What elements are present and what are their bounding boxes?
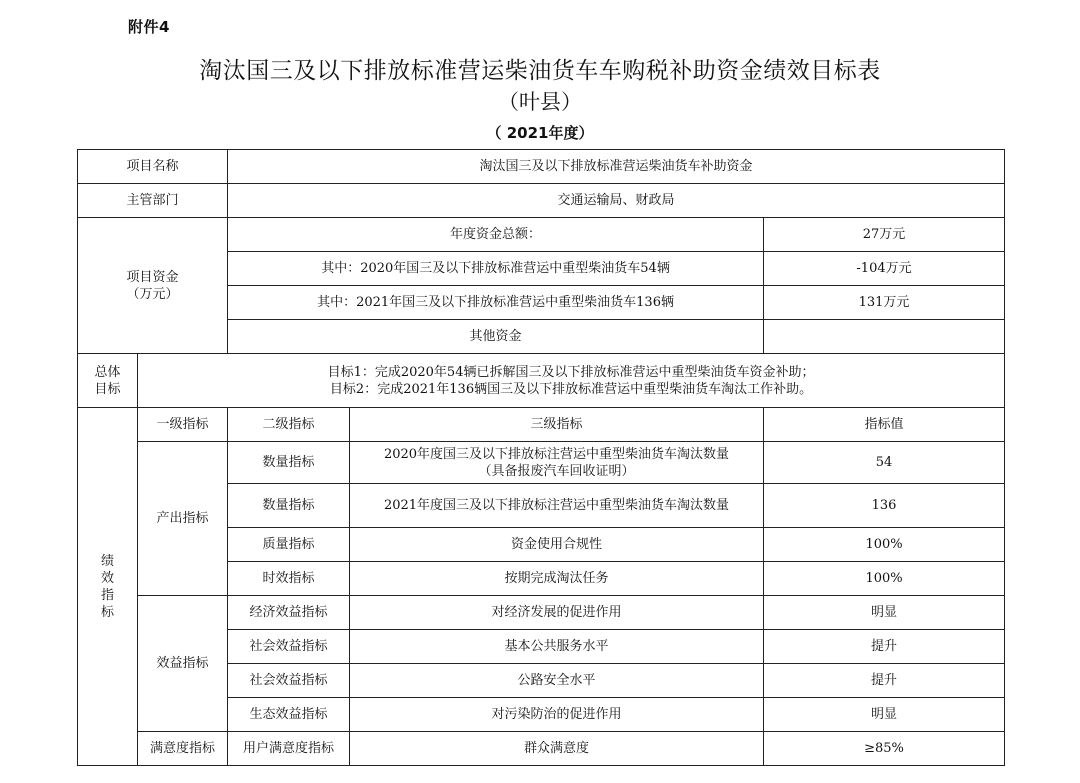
output-group-label: 产出指标 bbox=[138, 442, 228, 596]
goals-label-line1: 总体 bbox=[94, 364, 121, 380]
project-name-label: 项目名称 bbox=[78, 150, 228, 184]
goals-label-line2: 目标 bbox=[94, 381, 121, 397]
goals-content bbox=[138, 354, 1005, 408]
funds-total-value: 27万元 bbox=[764, 218, 1005, 252]
header-level1: 一级指标 bbox=[138, 408, 228, 442]
level3-cell: 对经济发展的促进作用 bbox=[350, 596, 764, 630]
level3-cell: 公路安全水平 bbox=[350, 664, 764, 698]
satisfaction-group-label: 满意度指标 bbox=[138, 732, 228, 766]
goal-1: 目标1：完成2020年54辆已拆解国三及以下排放标准营运中重型柴油货车资金补助； bbox=[327, 364, 815, 380]
header-level2: 二级指标 bbox=[228, 408, 350, 442]
value-cell: 明显 bbox=[764, 698, 1005, 732]
level2-cell: 用户满意度指标 bbox=[228, 732, 350, 766]
value-cell: 提升 bbox=[764, 664, 1005, 698]
funds-label-line1: 项目资金 bbox=[126, 269, 179, 285]
department-label: 主管部门 bbox=[78, 184, 228, 218]
funds-row bbox=[78, 218, 1005, 252]
level3-cell: 2021年度国三及以下排放标注营运中重型柴油货车淘汰数量 bbox=[350, 484, 764, 528]
level2-cell: 社会效益指标 bbox=[228, 630, 350, 664]
section-char: 绩 bbox=[100, 553, 114, 569]
attachment-label: 附件4 bbox=[128, 18, 170, 36]
funds-other-label: 其他资金 bbox=[228, 320, 764, 354]
level2-cell: 质量指标 bbox=[228, 528, 350, 562]
funds-total-label: 年度资金总额： bbox=[228, 218, 764, 252]
funds-other-value bbox=[764, 320, 1005, 354]
level3-line1: 2020年度国三及以下排放标注营运中重型柴油货车淘汰数量 bbox=[383, 446, 730, 462]
level3-cell: 资金使用合规性 bbox=[350, 528, 764, 562]
level2-cell: 数量指标 bbox=[228, 484, 350, 528]
value-cell: 100% bbox=[764, 562, 1005, 596]
benefit-group-label: 效益指标 bbox=[138, 596, 228, 732]
goal-2: 目标2：完成2021年136辆国三及以下排放标准营运中重型柴油货车淘汰工作补助。 bbox=[329, 381, 813, 397]
level2-cell: 数量指标 bbox=[228, 442, 350, 484]
department-row bbox=[78, 184, 1005, 218]
level3-cell bbox=[350, 442, 764, 484]
value-cell: 136 bbox=[764, 484, 1005, 528]
satisfaction-row bbox=[78, 732, 1005, 766]
funds-2021-label: 其中：2021年国三及以下排放标准营运中重型柴油货车136辆 bbox=[228, 286, 764, 320]
funds-2021-value: 131万元 bbox=[764, 286, 1005, 320]
value-cell: 100% bbox=[764, 528, 1005, 562]
level2-cell: 生态效益指标 bbox=[228, 698, 350, 732]
indicator-header-row bbox=[78, 408, 1005, 442]
funds-label-line2: （万元） bbox=[126, 286, 179, 302]
page-title: 淘汰国三及以下排放标准营运柴油货车车购税补助资金绩效目标表 bbox=[199, 58, 881, 84]
level3-line2: （具备报废汽车回收证明） bbox=[478, 463, 635, 479]
section-char: 标 bbox=[100, 604, 114, 620]
funds-2020-label: 其中：2020年国三及以下排放标准营运中重型柴油货车54辆 bbox=[228, 252, 764, 286]
level2-cell: 经济效益指标 bbox=[228, 596, 350, 630]
goals-label bbox=[78, 354, 138, 408]
value-cell: 54 bbox=[764, 442, 1005, 484]
value-cell: 明显 bbox=[764, 596, 1005, 630]
funds-2020-value: -104万元 bbox=[764, 252, 1005, 286]
level3-cell: 对污染防治的促进作用 bbox=[350, 698, 764, 732]
header-value: 指标值 bbox=[764, 408, 1005, 442]
indicator-row bbox=[78, 596, 1005, 630]
goals-row bbox=[78, 354, 1005, 408]
department-value: 交通运输局、财政局 bbox=[228, 184, 1005, 218]
level3-cell: 群众满意度 bbox=[350, 732, 764, 766]
value-cell: 提升 bbox=[764, 630, 1005, 664]
page-subtitle: （叶县） bbox=[498, 90, 582, 114]
value-cell: ≥85% bbox=[764, 732, 1005, 766]
section-char: 效 bbox=[100, 570, 114, 586]
section-char: 指 bbox=[100, 587, 114, 603]
fiscal-year: （ 2021年度） bbox=[486, 124, 594, 142]
indicator-row bbox=[78, 442, 1005, 484]
level3-cell: 按期完成淘汰任务 bbox=[350, 562, 764, 596]
project-name-row bbox=[78, 150, 1005, 184]
level3-cell: 基本公共服务水平 bbox=[350, 630, 764, 664]
project-name-value: 淘汰国三及以下排放标准营运柴油货车补助资金 bbox=[228, 150, 1005, 184]
indicators-section-label bbox=[78, 408, 138, 766]
funds-label bbox=[78, 218, 228, 354]
level2-cell: 时效指标 bbox=[228, 562, 350, 596]
performance-target-table bbox=[77, 149, 1005, 766]
header-level3: 三级指标 bbox=[350, 408, 764, 442]
level2-cell: 社会效益指标 bbox=[228, 664, 350, 698]
